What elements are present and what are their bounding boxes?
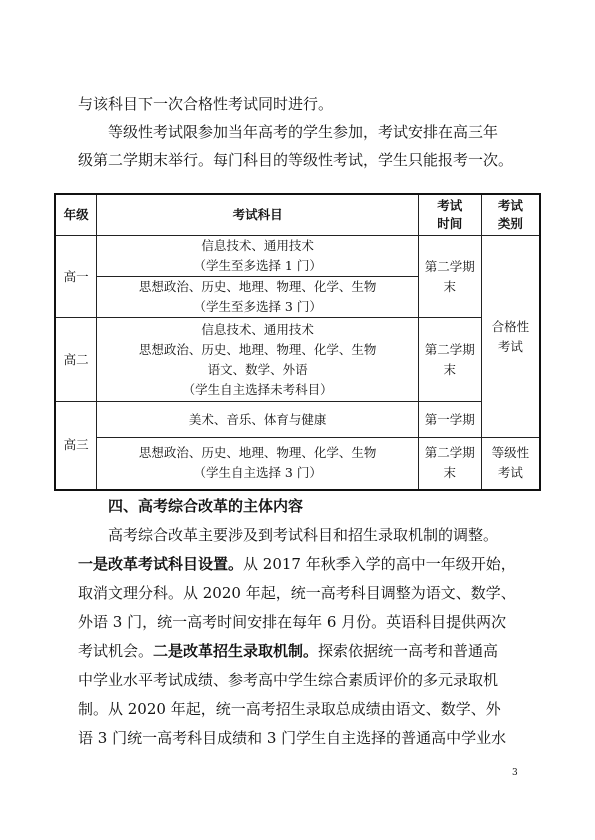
subject-line: 信息技术、通用技术 [201,321,314,337]
header-grade: 年级 [55,194,97,236]
paragraph-line: 外语 3 门，统一高考时间安排在每年 6 月份。英语科目提供两次 [78,613,507,631]
subject-line: 语文、数学、外语 [207,361,308,377]
subject-cell [97,438,419,490]
type-cell: 合格性 考试 [481,236,540,438]
paragraph-line: 语 3 门统一高考科目成绩和 3 门学生自主选择的普通高中学业水 [78,729,507,747]
subject-cell: 美术、音乐、体育与健康 [97,402,419,438]
time-cell: 第二学期 末 [418,236,481,318]
paragraph-line: 制。从 2020 年起，统一高考招生录取总成绩由语文、数学、外 [78,700,501,718]
subject-line: 信息技术、通用技术 [201,238,314,253]
page-number: 3 [512,768,518,778]
subject-cell [97,318,419,402]
paragraph-text: 探索依据统一高考和普通高 [318,642,499,660]
subject-line: 思想政治、历史、地理、物理、化学、生物 [138,341,377,357]
paragraph-line: 级第二学期末举行。每门科目的等级性考试，学生只能报考一次。 [78,151,514,169]
emphasis-text: 二是改革招生录取机制。 [153,642,319,660]
grade-cell: 高三 [55,402,97,490]
subject-line: （学生自主选择未考科目） [182,381,333,397]
subject-line: （学生至多选择 1 门） [193,258,322,273]
paragraph-line [78,640,498,661]
grade-cell: 高二 [55,318,97,402]
paragraph-text: 考试机会。 [78,642,154,660]
paragraph-line: 等级性考试限参加当年高考的学生参加，考试安排在高三年 [108,123,499,141]
subject-line: 思想政治、历史、地理、物理、化学、生物 [138,445,377,461]
subject-line: 思想政治、历史、地理、物理、化学、生物 [138,279,377,294]
emphasis-text: 一是改革考试科目设置。 [78,555,244,573]
subject-line: （学生自主选择 3 门） [193,465,322,481]
time-cell: 第二学期 末 [418,438,481,490]
paragraph-line: 与该科目下一次合格性考试同时进行。 [78,95,334,113]
time-cell: 第一学期 [418,402,481,438]
paragraph-line: 中学业水平考试成绩、参考高中学生综合素质评价的多元录取机 [78,671,499,689]
type-cell: 等级性 考试 [481,438,540,490]
paragraph-line: 高考综合改革主要涉及到考试科目和招生录取机制的调整。 [108,526,499,544]
grade-cell: 高一 [55,236,97,318]
paragraph-text: 从 2017 年秋季入学的高中一年级开始， [243,555,516,573]
header-type: 考试 类别 [481,194,540,236]
paragraph-line: 取消文理分科。从 2020 年起，统一高考科目调整为语文、数学、 [78,584,516,602]
section-heading: 四、高考综合改革的主体内容 [108,497,304,515]
subject-cell [97,277,419,318]
subject-line: （学生至多选择 3 门） [193,299,322,314]
exam-schedule-table [54,193,541,491]
time-cell: 第二学期 末 [418,318,481,402]
paragraph-line [78,553,516,574]
header-subjects: 考试科目 [97,194,419,236]
header-time: 考试 时间 [418,194,481,236]
subject-cell [97,236,419,277]
